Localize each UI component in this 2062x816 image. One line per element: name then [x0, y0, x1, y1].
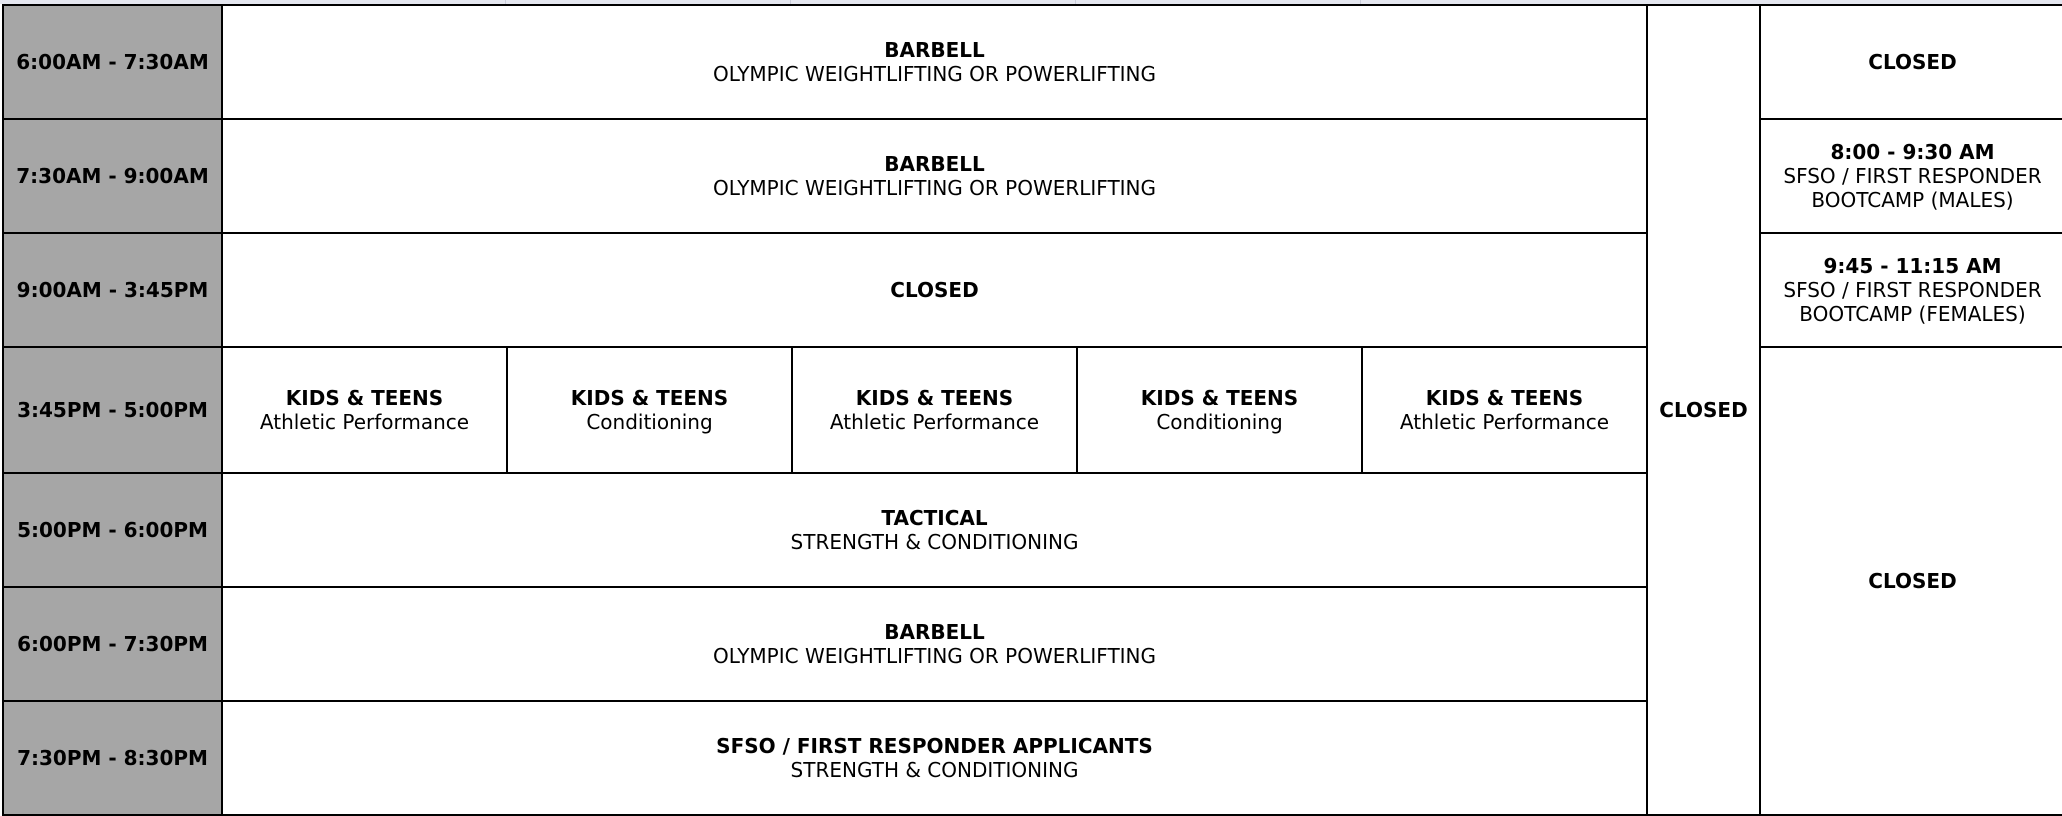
session-time: 8:00 - 9:30 AM: [1830, 140, 1995, 164]
session-title: BARBELL: [884, 620, 985, 644]
session-subtitle: STRENGTH & CONDITIONING: [790, 758, 1079, 782]
day-session-cell: [222, 347, 507, 473]
weekday-session-cell: [222, 473, 1647, 587]
column-6-closed-cell: CLOSED: [1647, 5, 1760, 815]
session-subtitle: Conditioning: [586, 410, 713, 434]
day-session-cell: [507, 347, 792, 473]
weekday-session-cell: [222, 5, 1647, 119]
session-subtitle: STRENGTH & CONDITIONING: [790, 530, 1079, 554]
session-title: KIDS & TEENS: [570, 386, 729, 410]
session-line: BOOTCAMP (FEMALES): [1799, 302, 2026, 326]
column-7-closed-cell: CLOSED: [1760, 347, 2062, 815]
class-schedule-table: [2, 4, 2062, 816]
session-subtitle: OLYMPIC WEIGHTLIFTING OR POWERLIFTING: [712, 62, 1157, 86]
session-subtitle: OLYMPIC WEIGHTLIFTING OR POWERLIFTING: [712, 176, 1157, 200]
session-title: KIDS & TEENS: [1140, 386, 1299, 410]
session-title: TACTICAL: [881, 506, 988, 530]
session-title: KIDS & TEENS: [855, 386, 1014, 410]
session-title: BARBELL: [884, 38, 985, 62]
session-title: SFSO / FIRST RESPONDER APPLICANTS: [716, 734, 1153, 758]
time-slot-cell: 5:00PM - 6:00PM: [3, 473, 222, 587]
session-title: KIDS & TEENS: [1425, 386, 1584, 410]
session-subtitle: OLYMPIC WEIGHTLIFTING OR POWERLIFTING: [712, 644, 1157, 668]
weekday-closed-cell: CLOSED: [222, 233, 1647, 347]
session-line: SFSO / FIRST RESPONDER: [1783, 278, 2042, 302]
session-subtitle: Athletic Performance: [829, 410, 1040, 434]
session-subtitle: Conditioning: [1156, 410, 1283, 434]
session-line: SFSO / FIRST RESPONDER: [1783, 164, 2042, 188]
time-slot-cell: 7:30PM - 8:30PM: [3, 701, 222, 815]
column-7-closed-cell: CLOSED: [1760, 5, 2062, 119]
column-7-session-cell: [1760, 119, 2062, 233]
session-subtitle: Athletic Performance: [1399, 410, 1610, 434]
session-subtitle: Athletic Performance: [259, 410, 470, 434]
weekday-session-cell: [222, 587, 1647, 701]
time-slot-cell: 6:00AM - 7:30AM: [3, 5, 222, 119]
column-7-session-cell: [1760, 233, 2062, 347]
schedule-row: [3, 5, 2062, 119]
session-line: BOOTCAMP (MALES): [1811, 188, 2014, 212]
time-slot-cell: 9:00AM - 3:45PM: [3, 233, 222, 347]
session-title: KIDS & TEENS: [285, 386, 444, 410]
weekday-session-cell: [222, 119, 1647, 233]
session-title: BARBELL: [884, 152, 985, 176]
time-slot-cell: 3:45PM - 5:00PM: [3, 347, 222, 473]
day-session-cell: [1077, 347, 1362, 473]
time-slot-cell: 7:30AM - 9:00AM: [3, 119, 222, 233]
session-time: 9:45 - 11:15 AM: [1823, 254, 2002, 278]
weekday-session-cell: [222, 701, 1647, 815]
day-session-cell: [792, 347, 1077, 473]
day-session-cell: [1362, 347, 1647, 473]
time-slot-cell: 6:00PM - 7:30PM: [3, 587, 222, 701]
